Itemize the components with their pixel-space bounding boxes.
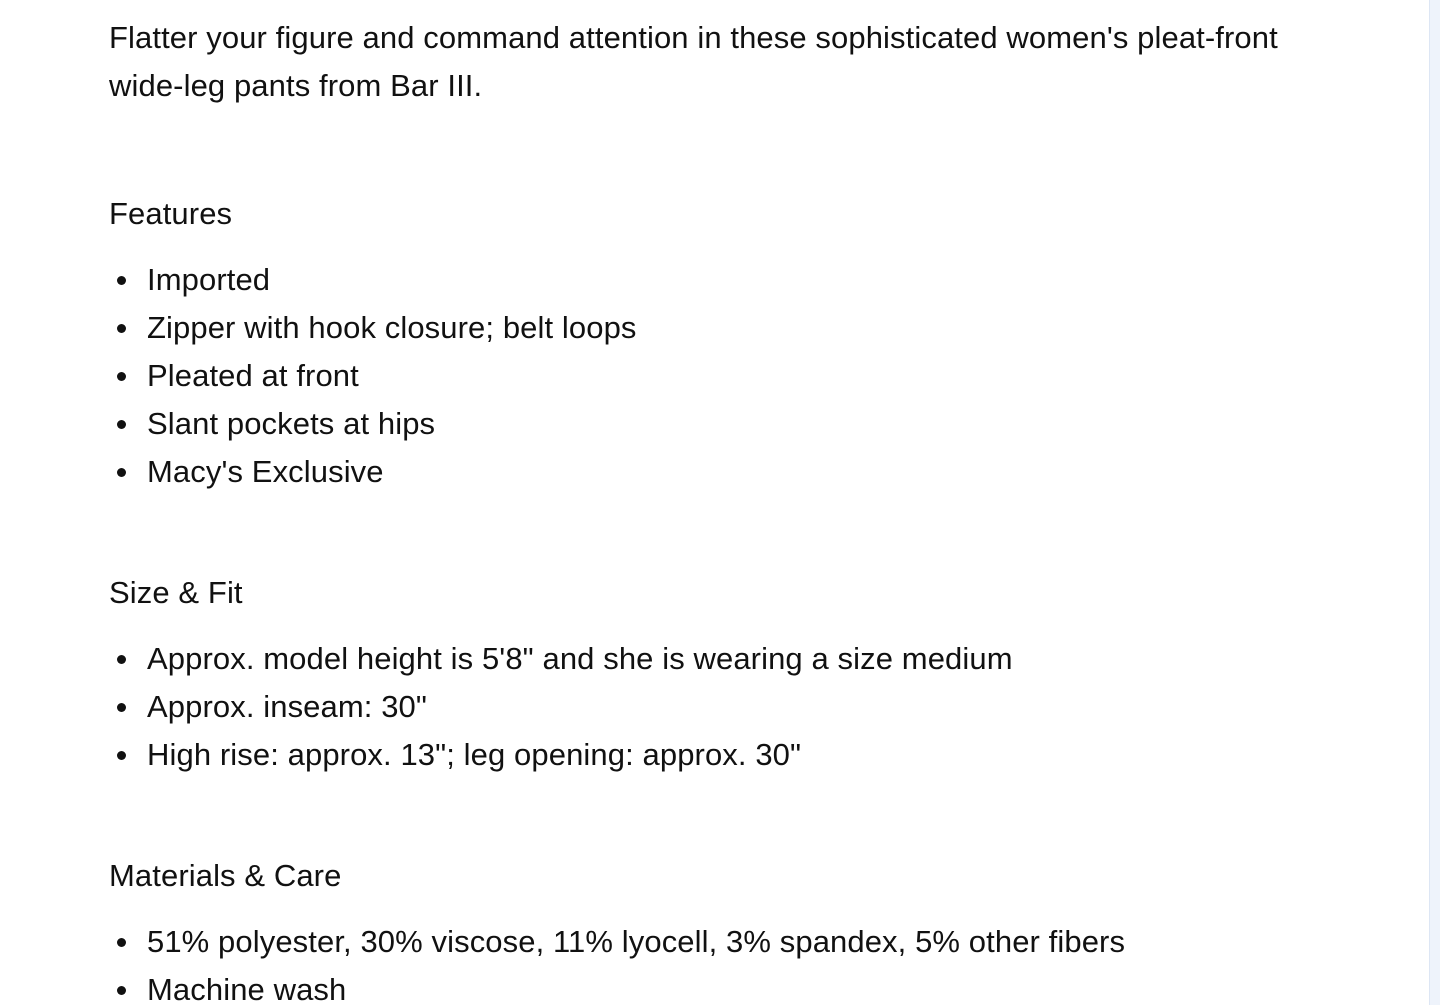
- features-heading: Features: [109, 196, 233, 231]
- list-item: High rise: approx. 13"; leg opening: approx. 30": [109, 731, 1289, 779]
- list-item: Approx. model height is 5'8" and she is wearing a size medium: [109, 635, 1289, 683]
- list-item: Slant pockets at hips: [109, 400, 1289, 448]
- list-item: Pleated at front: [109, 352, 1289, 400]
- materials-care-heading: Materials & Care: [109, 858, 342, 893]
- size-fit-section: [109, 573, 1289, 779]
- size-fit-list: [109, 635, 1289, 779]
- size-fit-heading: Size & Fit: [109, 575, 243, 610]
- features-list: [109, 256, 1289, 496]
- description-intro: Flatter your figure and command attention in these sophisticated women's pleat-front wide-leg pants from Bar III.: [109, 20, 1278, 103]
- list-item: Approx. inseam: 30": [109, 683, 1289, 731]
- page-scrollbar[interactable]: [1429, 0, 1440, 1005]
- materials-care-section: [109, 856, 1289, 1005]
- features-section: [109, 194, 1289, 496]
- list-item: Macy's Exclusive: [109, 448, 1289, 496]
- list-item: Imported: [109, 256, 1289, 304]
- product-description: [109, 14, 1289, 1005]
- materials-care-list: [109, 918, 1289, 1005]
- list-item: Zipper with hook closure; belt loops: [109, 304, 1289, 352]
- list-item: 51% polyester, 30% viscose, 11% lyocell, 3% spandex, 5% other fibers: [109, 918, 1289, 966]
- list-item: Machine wash: [109, 966, 1289, 1005]
